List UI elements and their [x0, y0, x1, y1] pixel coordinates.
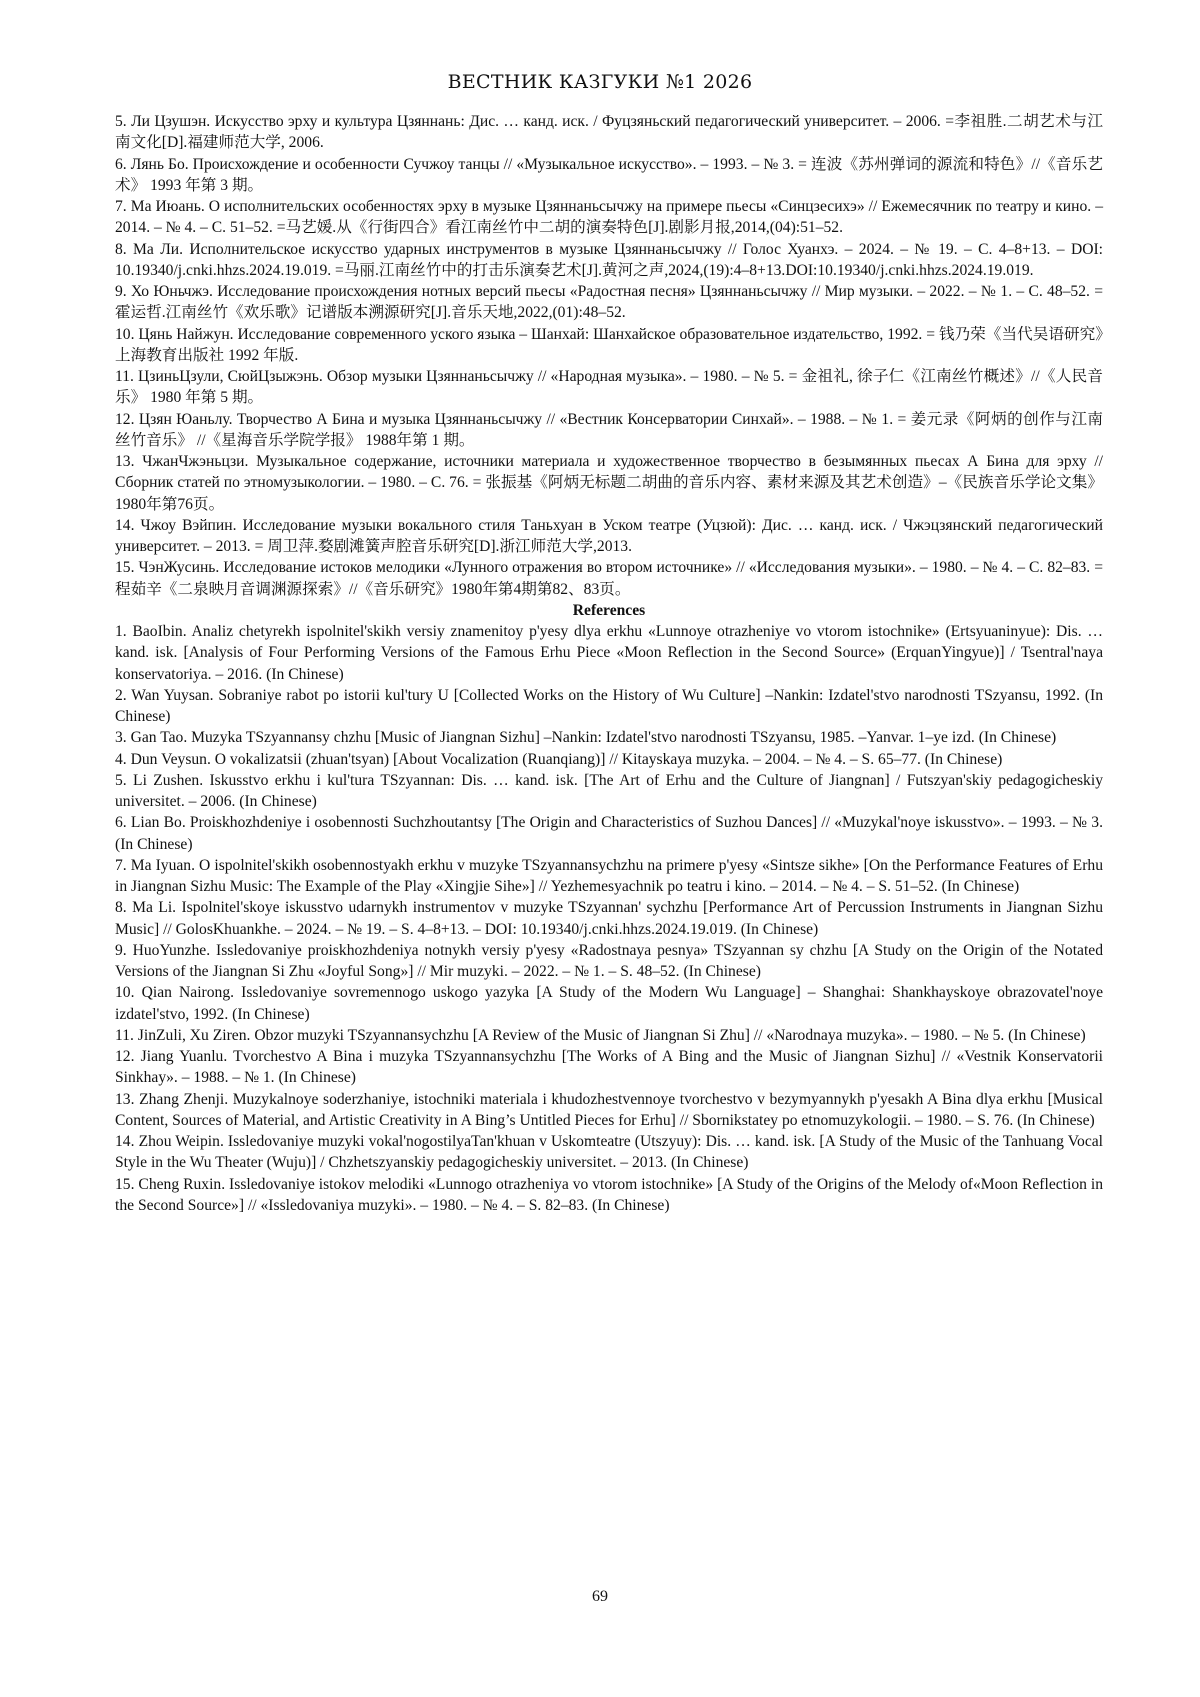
- page-number: 69: [592, 1588, 608, 1605]
- source-entry-6: 6. Лянь Бо. Происхождение и особенности Сучжоу танцы // «Музыкальное искусство». – 1993. – № 3. = 连波《苏州弹词的源流和特色》//《音乐艺术》 1993 年第 3 期。: [115, 155, 1103, 194]
- reference-entry-15: 15. Cheng Ruxin. Issledovaniye istokov melodiki «Lunnogo otrazheniya vo vtorom istochnike» [A Study of the Origins of the Melody of«Moon Reflection in the Second Source»] // «Issledovaniya muzyki». – 1980. – № 4. – S. 82–83. (In Chinese): [115, 1175, 1103, 1214]
- source-entry-8: 8. Ма Ли. Исполнительское искусство ударных инструментов в музыке Цзяннаньсычжу // Голос Хуанхэ. – 2024. – № 19. – С. 4–8+13. – DOI: 10.19340/j.cnki.hhzs.2024.19.019. =马丽.江南丝竹中的打击乐演奏艺术[J].黄河之声,2024,(19):4–8+13.DOI:10.19340/j.cnki.hhzs.2024.19.019.: [115, 240, 1103, 279]
- source-entry-5: 5. Ли Цзушэн. Искусство эрху и культура Цзяннань: Дис. … канд. иск. / Фуцзяньский педагогический университет. – 2006. =李祖胜.二胡艺术与江南文化[D].福建师范大学, 2006.: [115, 113, 1103, 152]
- article-body: [115, 111, 1103, 1216]
- reference-entry-10: 10. Qian Nairong. Issledovaniye sovremennogo uskogo yazyka [A Study of the Modern Wu Language] – Shanghai: Shankhayskoye obrazovatel'noye izdatel'stvo, 1992. (In Chinese): [115, 984, 1103, 1023]
- reference-entry-2: 2. Wan Yuysan. Sobraniye rabot po istorii kul'tury U [Collected Works on the History of Wu Culture] –Nankin: Izdatel'stvo narodnosti TSzyansu, 1992. (In Chinese): [115, 686, 1103, 725]
- reference-entry-7: 7. Ma Iyuan. O ispolnitel'skikh osobennostyakh erkhu v muzyke TSzyannansychzhu na primere p'yesy «Sintsze sikhe» [On the Performance Features of Erhu in Jiangnan Sizhu Music: The Example of the Play «Xingjie Sihe»] // Yezhemesyachnik po teatru i kino. – 2014. – № 4. – S. 51–52. (In Chinese): [115, 856, 1103, 895]
- reference-entry-12: 12. Jiang Yuanlu. Tvorchestvo A Bina i muzyka TSzyannansychzhu [The Works of A Bing and the Music of Jiangnan Sizhu] // «Vestnik Konservatorii Sinkhay». – 1988. – № 1. (In Chinese): [115, 1048, 1103, 1087]
- reference-entry-4: 4. Dun Veysun. O vokalizatsii (zhuan'tsyan) [About Vocalization (Ruanqiang)] // Kitayskaya muzyka. – 2004. – № 4. – S. 65–77. (In Chinese): [115, 750, 1003, 768]
- source-entry-13: 13. ЧжанЧжэньцзи. Музыкальное содержание, источники материала и художественное творчество в безымянных пьесах А Бина для эрху // Сборник статей по этномузыкологии. – 1980. – С. 76. = 张振基《阿炳无标题二胡曲的音乐内容、素材来源及其艺术创造》–《民族音乐学论文集》1980年第76页。: [115, 453, 1103, 513]
- source-entry-7: 7. Ма Июань. О исполнительских особенностях эрху в музыке Цзяннаньсычжу на примере пьесы «Синцзесихэ» // Ежемесячник по театру и кино. – 2014. – № 4. – С. 51–52. =马艺媛.从《行街四合》看江南丝竹中二胡的演奏特色[J].剧影月报,2014,(04):51–52.: [115, 198, 1103, 237]
- source-entry-12: 12. Цзян Юаньлу. Творчество А Бина и музыка Цзяннаньсычжу // «Вестник Консерватории Синхай». – 1988. – № 1. = 姜元录《阿炳的创作与江南丝竹音乐》 //《星海音乐学院学报》 1988年第 1 期。: [115, 410, 1103, 449]
- source-entry-9: 9. Хо Юньчжэ. Исследование происхождения нотных версий пьесы «Радостная песня» Цзяннаньсычжу // Мир музыки. – 2022. – № 1. – С. 48–52. = 霍运哲.江南丝竹《欢乐歌》记谱版本溯源研究[J].音乐天地,2022,(01):48–52.: [115, 283, 1103, 322]
- reference-entry-14: 14. Zhou Weipin. Issledovaniye muzyki vokal'nogostilyaTan'khuan v Uskomteatre (Utszyuy): Dis. … kand. isk. [A Study of the Music of the Tanhuang Vocal Style in the Wu Theater (Wuju)] / Chzhetszyanskiy pedagogicheskiy universitet. – 2013. (In Chinese): [115, 1133, 1103, 1172]
- reference-entry-9: 9. HuoYunzhe. Issledovaniye proiskhozhdeniya notnykh versiy p'yesy «Radostnaya pesnya» TSzyannan sy chzhu [A Study on the Origin of the Notated Versions of the Jiangnan Si Zhu «Joyful Song»] // Mir muzyki. – 2022. – № 1. – S. 48–52. (In Chinese): [115, 941, 1103, 980]
- source-entry-15: 15. ЧэнЖусинь. Исследование истоков мелодики «Лунного отражения во втором источнике» // «Исследования музыки». – 1980. – № 4. – С. 82–83. = 程茹辛《二泉映月音调渊源探索》//《音乐研究》1980年第4期第82、83页。: [115, 559, 1103, 598]
- source-list: [115, 111, 1103, 600]
- reference-entry-11: 11. JinZuli, Xu Ziren. Obzor muzyki TSzyannansychzhu [A Review of the Music of Jiangnan Si Zhu] // «Narodnaya muzyka». – 1980. – № 5. (In Chinese): [115, 1026, 1086, 1044]
- reference-entry-3: 3. Gan Tao. Muzyka TSzyannansy chzhu [Music of Jiangnan Sizhu] –Nankin: Izdatel'stvo narodnosti TSzyansu, 1985. –Yanvar. 1–ye izd. (In Chinese): [115, 729, 1057, 747]
- source-entry-14: 14. Чжоу Вэйпин. Исследование музыки вокального стиля Таньхуан в Уском театре (Уцзюй): Дис. … канд. иск. / Чжэцзянский педагогический университет. – 2013. = 周卫萍.婺剧滩簧声腔音乐研究[D].浙江师范大学,2013.: [115, 516, 1103, 555]
- reference-entry-13: 13. Zhang Zhenji. Muzykalnoye soderzhaniye, istochniki materiala i khudozhestvennoye tvorchestvo v bezymyannykh p'yesakh A Bina dlya erkhu [Musical Content, Sources of Material, and Artistic Creativity in A Bing’s Untitled Pieces for Erhu] // Sbornikstatey po etnomuzykologii. – 1980. – S. 76. (In Chinese): [115, 1090, 1103, 1129]
- references-heading: References: [572, 601, 646, 619]
- reference-entry-6: 6. Lian Bo. Proiskhozhdeniye i osobennosti Suchzhoutantsy [The Origin and Characteristics of Suzhou Dances] // «Muzykal'noye iskusstvo». – 1993. – № 3. (In Chinese): [115, 814, 1103, 853]
- references-list: [115, 621, 1103, 1216]
- reference-entry-1: 1. BaoIbin. Analiz chetyrekh ispolnitel'skikh versiy znamenitoy p'yesy dlya erkhu «Lunnoye otrazheniye vo vtorom istochnike» (Ertsyuaninyue): Dis. … kand. isk. [Analysis of Four Performing Versions of the Famous Erhu Piece «Moon Reflection in the Second Source» (ErquanYingyue)] / Tsentral'naya konservatoriya. – 2016. (In Chinese): [115, 623, 1103, 683]
- reference-entry-8: 8. Ma Li. Ispolnitel'skoye iskusstvo udarnykh instrumentov v muzyke TSzyannan' sychzhu [Performance Art of Percussion Instruments in Jiangnan Sizhu Music] // GolosKhuankhe. – 2024. – № 19. – S. 4–8+13. – DOI: 10.19340/j.cnki.hhzs.2024.19.019. (In Chinese): [115, 899, 1103, 938]
- journal-header: ВЕСТНИК КАЗГУКИ №1 2026: [447, 71, 753, 93]
- source-entry-10: 10. Цянь Найжун. Исследование современного уского языка – Шанхай: Шанхайское образовательное издательство, 1992. = 钱乃荣《当代吴语研究》上海教育出版社 1992 年版.: [115, 325, 1103, 364]
- reference-entry-5: 5. Li Zushen. Iskusstvo erkhu i kul'tura TSzyannan: Dis. … kand. isk. [The Art of Erhu and the Culture of Jiangnan] / Futszyan'skiy pedagogicheskiy universitet. – 2006. (In Chinese): [115, 771, 1103, 810]
- source-entry-11: 11. ЦзиньЦзули, СюйЦзыжэнь. Обзор музыки Цзяннаньсычжу // «Народная музыка». – 1980. – № 5. = 金祖礼, 徐子仁《江南丝竹概述》//《人民音乐》 1980 年第 5 期。: [115, 368, 1103, 407]
